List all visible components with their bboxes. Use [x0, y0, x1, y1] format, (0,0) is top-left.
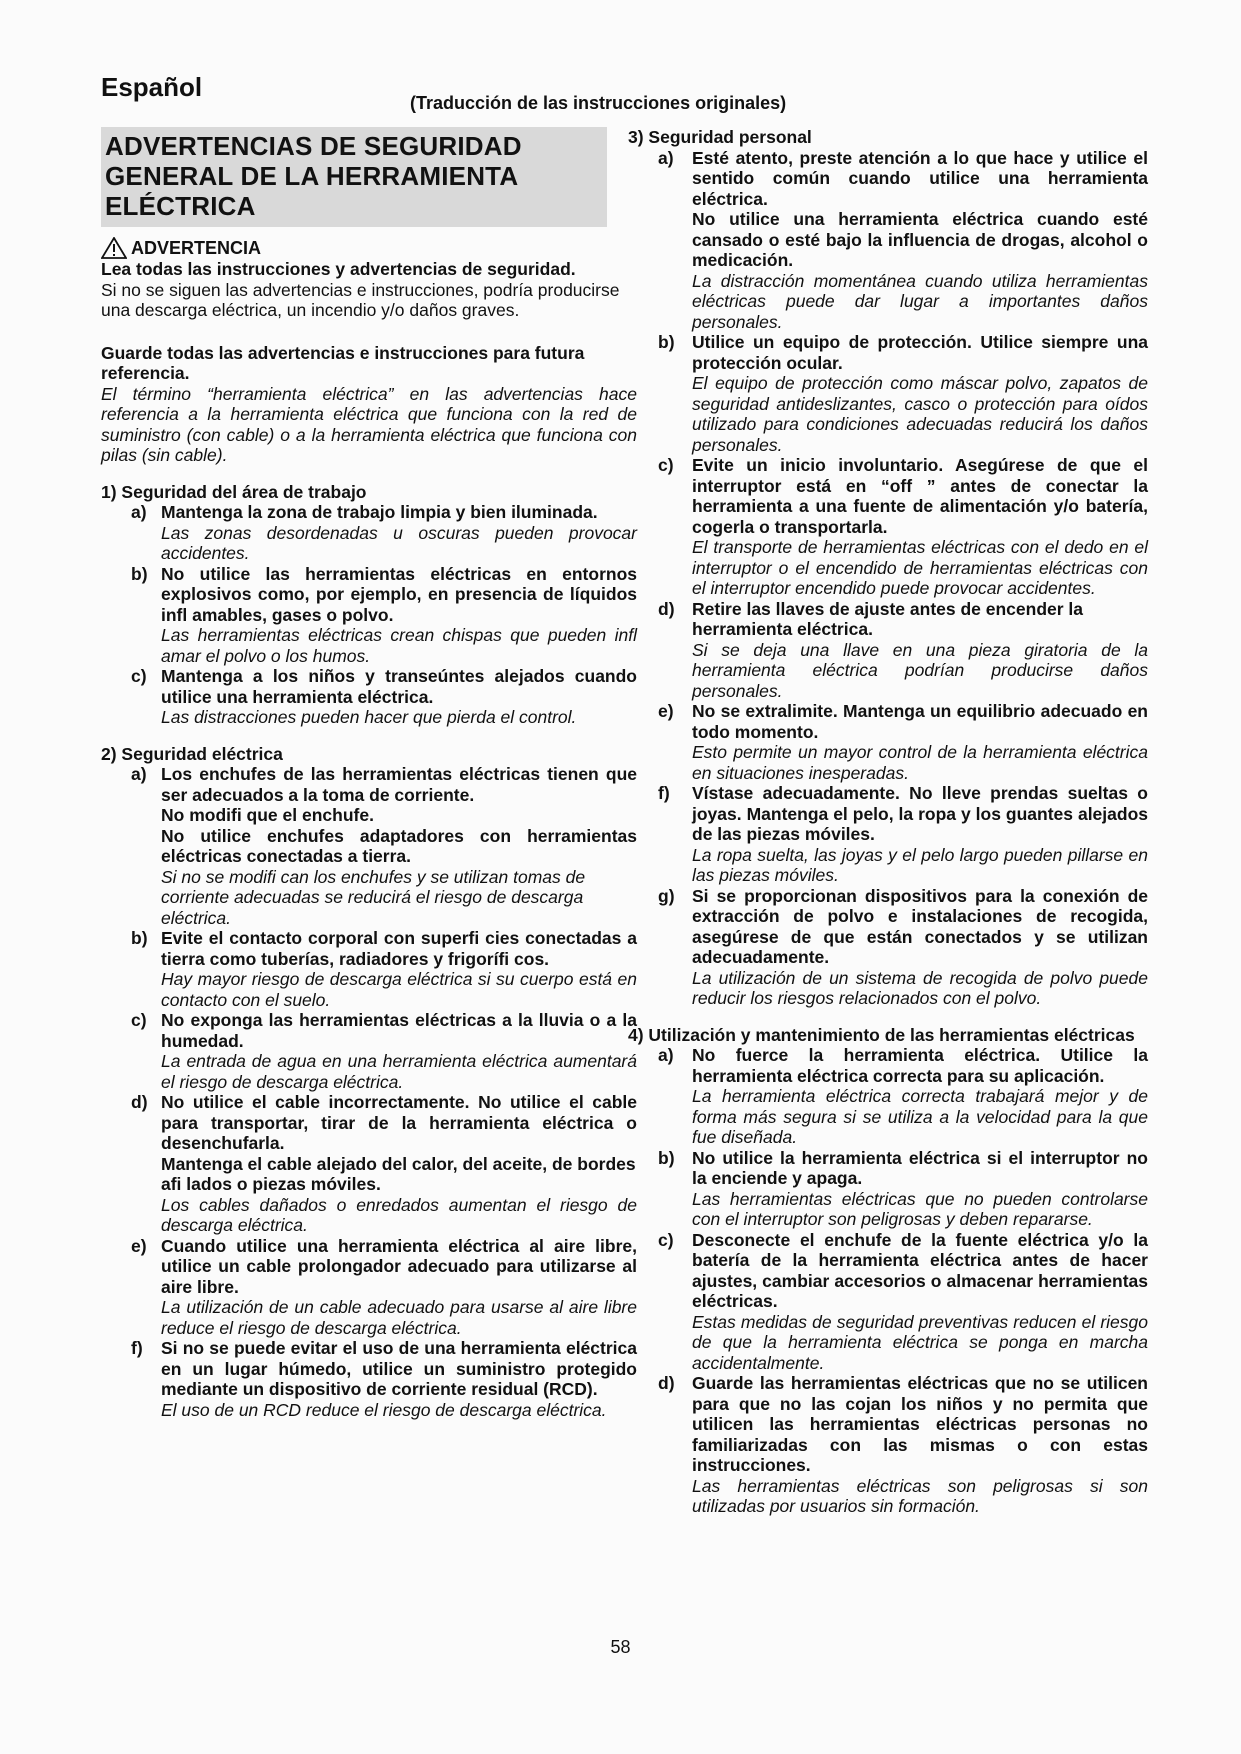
item-label: b) — [131, 928, 148, 948]
item-italic: La distracción momentánea cuando utiliza herramientas eléctricas puede dar lugar a importantes daños personales. — [692, 270, 1148, 332]
item-italic: Las herramientas eléctricas son peligrosas si son utilizadas por usuarios sin formación. — [692, 1475, 1148, 1516]
item-italic: El transporte de herramientas eléctricas con el dedo en el interruptor o el encendido de herramientas eléctricas con el interruptor encendido puede provocar accidentes. — [692, 537, 1148, 598]
item-italic: Si se deja una llave en una pieza giratoria de la herramienta eléctrica podrían producirse daños personales. — [692, 639, 1148, 701]
list-item — [628, 1148, 1148, 1230]
list-item — [628, 599, 1148, 702]
item-label: f) — [658, 783, 670, 803]
item-bold: No fuerce la herramienta eléctrica. Utilice la herramienta eléctrica correcta para su aplicación. — [692, 1045, 1148, 1086]
item-bold: Si se proporcionan dispositivos para la conexión de extracción de polvo e instalaciones de recogida, asegúrese de que están conectados y se utilizan adecuadamente. — [692, 885, 1148, 967]
section-1-title: 1) Seguridad del área de trabajo — [101, 481, 367, 502]
item-bold: No utilice las herramientas eléctricas en entornos explosivos como, por ejemplo, en presencia de líquidos infl amables, gases o polvo. — [161, 563, 637, 625]
item-italic: La utilización de un sistema de recogida de polvo puede reducir los riesgos relacionados con el polvo. — [692, 967, 1148, 1008]
item-bold: No utilice la herramienta eléctrica si el interruptor no la enciende y apaga. — [692, 1147, 1148, 1188]
item-label: a) — [658, 1045, 674, 1065]
item-label: b) — [131, 563, 148, 584]
list-item — [628, 783, 1148, 886]
item-label: g) — [658, 885, 675, 906]
list-item — [628, 332, 1148, 455]
section-3-title: 3) Seguridad personal — [628, 127, 812, 147]
list-item — [101, 564, 637, 667]
item-bold: Mantenga a los niños y transeúntes alejados cuando utilice una herramienta eléctrica. — [161, 666, 637, 707]
list-item — [628, 886, 1148, 1009]
item-italic: La utilización de un cable adecuado para usarse al aire libre reduce el riesgo de descarga eléctrica. — [161, 1297, 637, 1338]
left-column — [101, 127, 637, 1420]
warning-heading — [101, 237, 637, 259]
item-italic: Hay mayor riesgo de descarga eléctrica si su cuerpo está en contacto con el suelo. — [161, 969, 637, 1010]
item-bold: No modifi que el enchufe. — [161, 805, 374, 825]
title-line: GENERAL DE LA HERRAMIENTA — [105, 161, 519, 191]
list-item — [628, 1373, 1148, 1517]
item-label: e) — [131, 1235, 147, 1256]
item-bold: Vístase adecuadamente. No lleve prendas sueltas o joyas. Mantenga el pelo, la ropa y los guantes alejados de las piezas móviles. — [692, 783, 1148, 844]
item-bold: No exponga las herramientas eléctricas a la lluvia o a la humedad. — [161, 1010, 637, 1051]
list-item — [628, 1045, 1148, 1148]
item-italic: Si no se modifi can los enchufes y se utilizan tomas de corriente adecuadas se reducirá el riesgo de descarga eléctrica. — [161, 866, 586, 928]
warning-keep-text: El término “herramienta eléctrica” en las advertencias hace referencia a la herramienta eléctrica que funciona con la red de suministro (con cable) o a la herramienta eléctrica que funciona con pilas (sin cable). — [101, 383, 637, 465]
item-italic: La ropa suelta, las joyas y el pelo largo pueden pillarse en las piezas móviles. — [692, 844, 1148, 885]
item-italic: Esto permite un mayor control de la herramienta eléctrica en situaciones inesperadas. — [692, 742, 1148, 783]
item-bold: Evite el contacto corporal con superfi cies conectadas a tierra como tuberías, radiadores y frigorífi cos. — [161, 928, 637, 969]
item-bold: Utilice un equipo de protección. Utilice siempre una protección ocular. — [692, 332, 1148, 373]
list-item — [101, 1092, 637, 1236]
warning-label: ADVERTENCIA — [131, 237, 262, 258]
item-bold: Si no se puede evitar el uso de una herramienta eléctrica en un lugar húmedo, utilice un suministro protegido mediante un dispositivo de corriente residual (RCD). — [161, 1338, 637, 1399]
list-item — [628, 1230, 1148, 1374]
warning-triangle-icon — [101, 237, 127, 259]
item-label: e) — [658, 701, 674, 721]
title-line: ADVERTENCIAS DE SEGURIDAD — [105, 131, 522, 161]
item-bold: Desconecte el enchufe de la fuente eléctrica y/o la batería de la herramienta eléctrica antes de hacer ajustes, cambiar accesorios o almacenar herramientas eléctricas. — [692, 1229, 1148, 1311]
item-label: d) — [658, 598, 675, 619]
list-item — [101, 502, 637, 564]
item-italic: El uso de un RCD reduce el riesgo de descarga eléctrica. — [161, 1399, 607, 1420]
item-label: a) — [131, 764, 147, 784]
item-label: d) — [131, 1092, 148, 1112]
item-label: c) — [131, 1010, 147, 1030]
item-label: c) — [658, 1229, 674, 1250]
item-bold: No se extralimite. Mantenga un equilibrio adecuado en todo momento. — [692, 701, 1148, 742]
item-italic: La entrada de agua en una herramienta eléctrica aumentará el riesgo de descarga eléctrica. — [161, 1051, 637, 1092]
item-bold: Los enchufes de las herramientas eléctricas tienen que ser adecuados a la toma de corriente. — [161, 764, 637, 805]
title-line: ELÉCTRICA — [105, 191, 256, 221]
list-item — [628, 701, 1148, 783]
warning-read-bold: Lea todas las instrucciones y advertencias de seguridad. — [101, 259, 576, 279]
item-italic: La herramienta eléctrica correcta trabajará mejor y de forma más segura si se utiliza a la velocidad para la que fue diseñada. — [692, 1086, 1148, 1147]
item-italic: Las herramientas eléctricas que no pueden controlarse con el interruptor son peligrosas y deben repararse. — [692, 1188, 1148, 1229]
warning-keep-bold: Guarde todas las advertencias e instrucciones para futura referencia. — [101, 342, 585, 383]
list-item — [101, 1236, 637, 1339]
item-label: a) — [131, 502, 147, 522]
list-item — [101, 1338, 637, 1420]
section-title-box — [101, 127, 607, 227]
item-bold: Guarde las herramientas eléctricas que no se utilicen para que no las cojan los niños y no permita que utilicen las herramientas eléctricas personas no familiarizadas con las mismas o con estas instrucciones. — [692, 1373, 1148, 1475]
item-label: d) — [658, 1373, 675, 1393]
item-bold: Retire las llaves de ajuste antes de encender la herramienta eléctrica. — [692, 598, 1084, 639]
item-label: f) — [131, 1338, 143, 1358]
item-bold: No utilice una herramienta eléctrica cuando esté cansado o esté bajo la influencia de drogas, alcohol o medicación. — [692, 209, 1148, 270]
item-label: b) — [658, 1147, 675, 1168]
item-label: c) — [131, 666, 147, 686]
item-bold: Evite un inicio involuntario. Asegúrese de que el interruptor está en “off ” antes de conectar la herramienta a una fuente de alimentación y/o batería, cogerla o transportarla. — [692, 455, 1148, 537]
item-italic: Las zonas desordenadas u oscuras pueden provocar accidentes. — [161, 522, 637, 563]
item-bold: No utilice enchufes adaptadores con herramientas eléctricas conectadas a tierra. — [161, 825, 637, 866]
item-bold: Mantenga el cable alejado del calor, del aceite, de bordes afi lados o piezas móviles. — [161, 1153, 636, 1194]
list-item — [628, 455, 1148, 599]
item-italic: Las distracciones pueden hacer que pierda el control. — [161, 707, 577, 727]
list-item — [101, 1010, 637, 1092]
list-item — [101, 928, 637, 1010]
item-label: b) — [658, 332, 675, 352]
right-column — [628, 127, 1148, 1517]
page-number: 58 — [610, 1637, 631, 1657]
item-bold: No utilice el cable incorrectamente. No utilice el cable para transportar, tirar de la herramienta eléctrica o desenchufarla. — [161, 1092, 637, 1153]
item-italic: Los cables dañados o enredados aumentan el riesgo de descarga eléctrica. — [161, 1194, 637, 1235]
item-label: c) — [658, 455, 674, 475]
section-4-title: 4) Utilización y mantenimiento de las herramientas eléctricas — [628, 1024, 1135, 1045]
item-italic: Estas medidas de seguridad preventivas reducen el riesgo de que la herramienta eléctrica se ponga en marcha accidentalmente. — [692, 1311, 1148, 1373]
item-bold: Mantenga la zona de trabajo limpia y bien iluminada. — [161, 502, 598, 522]
item-bold: Cuando utilice una herramienta eléctrica al aire libre, utilice un cable prolongador adecuado para utilizarse al aire libre. — [161, 1235, 637, 1297]
item-label: a) — [658, 147, 674, 168]
item-italic: Las herramientas eléctricas crean chispas que pueden infl amar el polvo o los humos. — [161, 625, 637, 666]
translation-note: (Traducción de las instrucciones originales) — [410, 93, 787, 113]
list-item — [101, 666, 637, 728]
warning-read-text: Si no se siguen las advertencias e instrucciones, podría producirse una descarga eléctrica, un incendio y/o daños graves. — [101, 279, 620, 320]
list-item — [628, 148, 1148, 333]
language-heading: Español — [101, 72, 203, 102]
section-2-title: 2) Seguridad eléctrica — [101, 743, 283, 764]
list-item — [101, 764, 637, 928]
item-bold: Esté atento, preste atención a lo que hace y utilice el sentido común cuando utilice una herramienta eléctrica. — [692, 147, 1148, 209]
item-italic: El equipo de protección como máscar polvo, zapatos de seguridad antideslizantes, casco o protección para oídos utilizado para condiciones adecuadas reducirá los daños personales. — [692, 373, 1148, 455]
